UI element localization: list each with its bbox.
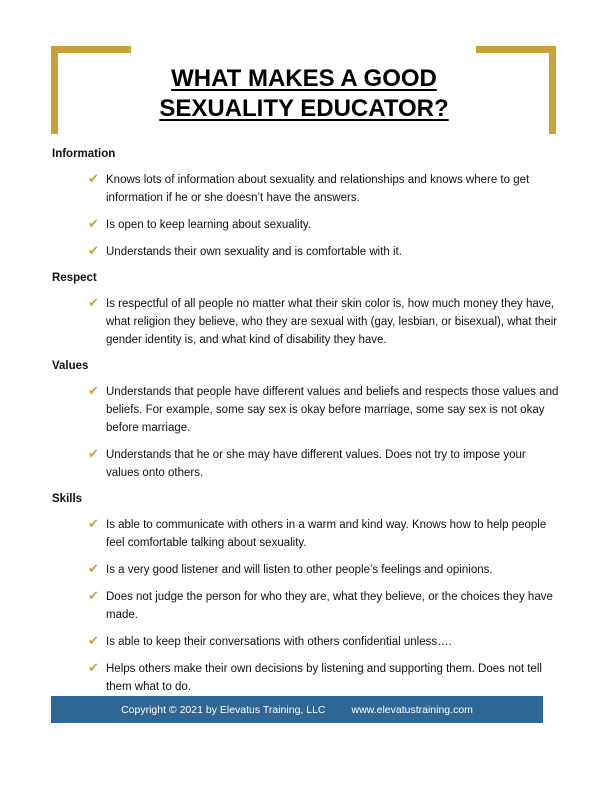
section-heading-values: Values [52, 360, 89, 372]
list-item-text: Understands their own sexuality and is comfortable with it. [106, 246, 402, 258]
section-heading-information: Information [52, 148, 116, 160]
list-item [88, 243, 562, 261]
decorative-corner-bracket-left [51, 46, 131, 134]
list-item-text: Is respectful of all people no matter what their skin color is, how much money they have, what religion they believe, who they are sexual with (gay, lesbian, or bisexual), what their gender identity is, and what kind of disability they have. [106, 298, 558, 346]
list-item-text: Is able to keep their conversations with others confidential unless…. [106, 636, 452, 648]
page-title-line-1: WHAT MAKES A GOOD [171, 65, 437, 92]
list-item-text: Does not judge the person for who they are, what they believe, or the choices they have made. [106, 591, 553, 621]
section-values [52, 358, 562, 482]
page-title-line-2: SEXUALITY EDUCATOR? [159, 95, 449, 122]
decorative-corner-bracket-right [476, 46, 556, 134]
list-item-text: Helps others make their own decisions by listening and supporting them. Does not tell them what to do. [106, 663, 542, 693]
checkmark-icon: ✔ [88, 589, 99, 604]
list-item [88, 516, 562, 552]
section-respect [52, 270, 562, 349]
list-item-text: Knows lots of information about sexuality and relationships and knows where to get information if he or she doesn’t have the answers. [106, 174, 530, 204]
checkmark-icon: ✔ [88, 217, 99, 232]
list-item-text: Is a very good listener and will listen to other people’s feelings and opinions. [106, 564, 493, 576]
section-information [52, 146, 562, 261]
list-item [88, 446, 562, 482]
checkmark-icon: ✔ [88, 562, 99, 577]
list-item [88, 633, 562, 651]
footer-copyright: Copyright © 2021 by Elevatus Training, LLC [121, 703, 326, 716]
list-item [88, 660, 562, 696]
list-item-text: Is able to communicate with others in a warm and kind way. Knows how to help people feel comfortable talking about sexuality. [106, 519, 547, 549]
list-item [88, 171, 562, 207]
list-item [88, 216, 562, 234]
list-item-text: Understands that he or she may have different values. Does not try to impose your values onto others. [106, 449, 526, 479]
section-skills [52, 491, 562, 696]
checkmark-icon: ✔ [88, 447, 99, 462]
list-item [88, 588, 562, 624]
list-item [88, 295, 562, 349]
content-area [52, 146, 562, 705]
list-item-text: Is open to keep learning about sexuality. [106, 219, 312, 231]
checkmark-icon: ✔ [88, 384, 99, 399]
section-heading-respect: Respect [52, 272, 97, 284]
checkmark-icon: ✔ [88, 244, 99, 259]
checkmark-icon: ✔ [88, 172, 99, 187]
checkmark-icon: ✔ [88, 296, 99, 311]
list-item [88, 561, 562, 579]
checkmark-icon: ✔ [88, 661, 99, 676]
footer-website-link[interactable]: www.elevatustraining.com [351, 703, 473, 716]
footer-bar [51, 696, 543, 723]
checkmark-icon: ✔ [88, 634, 99, 649]
page-title [130, 64, 478, 124]
section-heading-skills: Skills [52, 493, 83, 505]
list-item [88, 383, 562, 437]
list-item-text: Understands that people have different values and beliefs and respects those values and beliefs. For example, some say sex is okay before marriage, some say sex is not okay before marriage. [106, 386, 559, 434]
checkmark-icon: ✔ [88, 517, 99, 532]
